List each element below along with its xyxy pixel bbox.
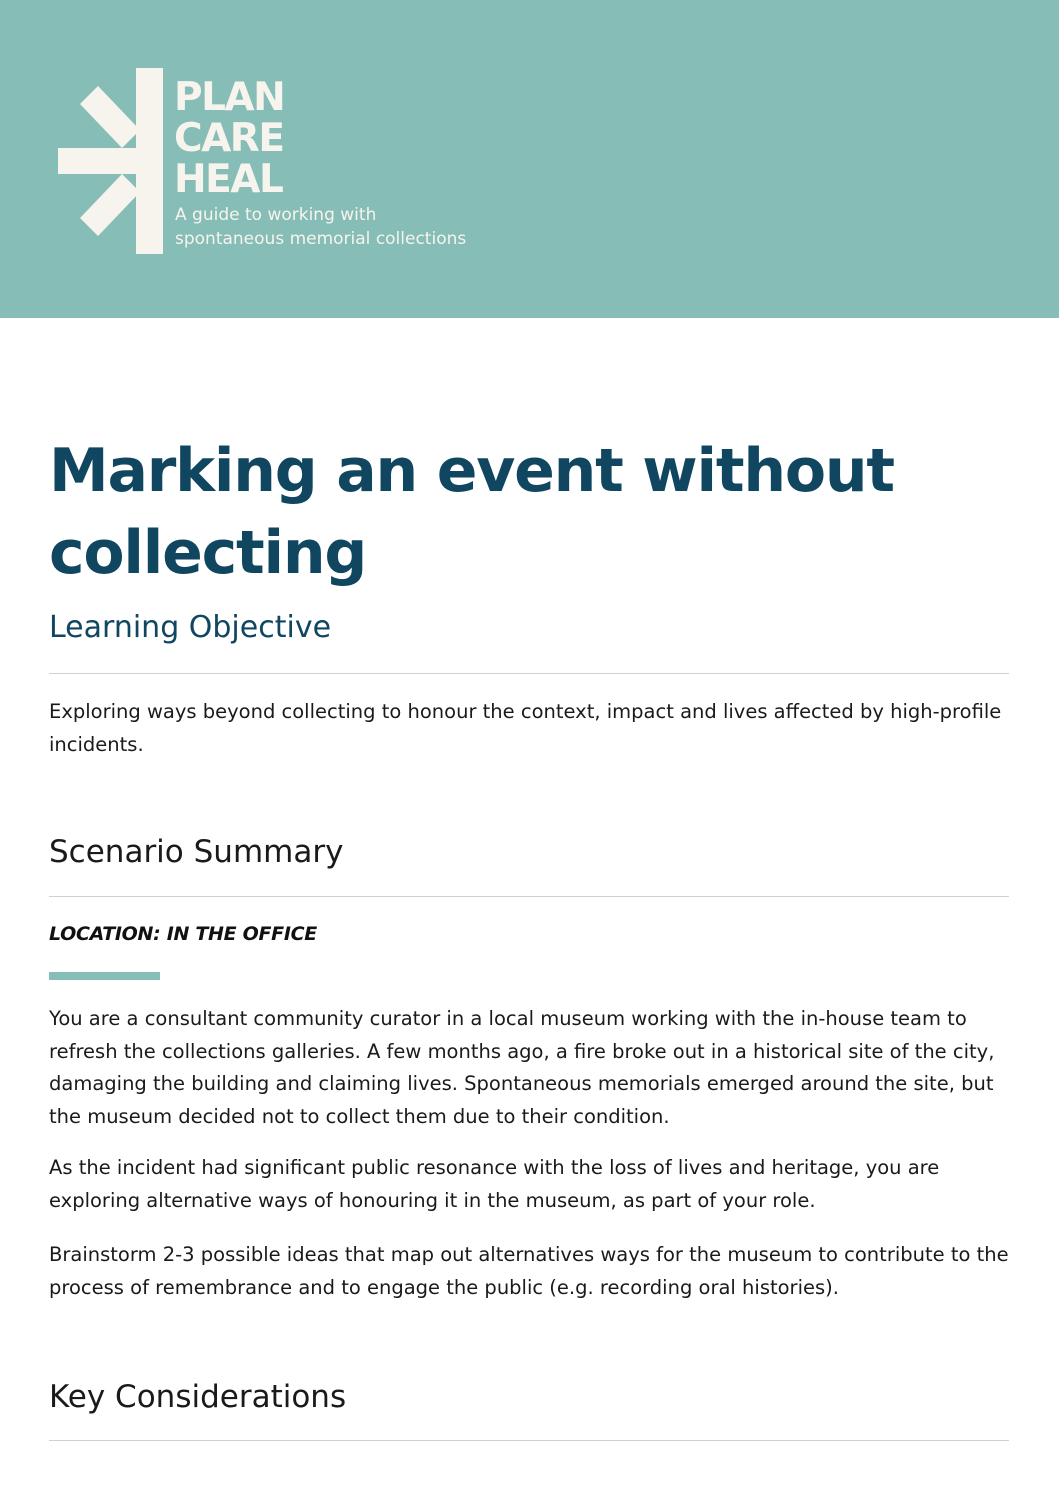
scenario-summary-heading: Scenario Summary [49,834,344,870]
title-line-1: Marking an event without [49,436,894,506]
page-title [49,430,1009,594]
accent-bar [49,972,160,980]
divider-rule [49,1440,1009,1441]
logo-tagline [175,203,466,251]
location-label: LOCATION: IN THE OFFICE [49,923,317,945]
key-considerations-heading: Key Considerations [49,1379,347,1415]
tagline-line-1: A guide to working with [175,205,377,225]
scenario-paragraph-3: Brainstorm 2-3 possible ideas that map out alternatives ways for the museum to contribute to the process of remembrance and to engage the public (e.g. recording oral histories). [49,1243,1009,1299]
scenario-paragraph-1: You are a consultant community curator in a local museum working with the in-house team to refresh the collections galleries. A few months ago, a fire broke out in a historical site of the city, damaging the building and claiming lives. Spontaneous memorials emerged around the site, but the museum decided not to collect them due to their condition. [49,1007,995,1128]
asterisk-arrow-logo-icon [58,68,168,254]
title-line-2: collecting [49,518,367,588]
learning-objective-heading: Learning Objective [49,610,332,645]
learning-objective-text: Exploring ways beyond collecting to honour the context, impact and lives affected by high-profile incidents. [49,700,1002,756]
logo-word-heal: HEAL [174,157,283,202]
scenario-paragraph-2: As the incident had significant public resonance with the loss of lives and heritage, you are exploring alternative ways of honouring it in the museum, as part of your role. [49,1156,940,1212]
logo-word-care: CARE [174,116,284,161]
tagline-line-2: spontaneous memorial collections [175,229,467,249]
divider-rule [49,896,1009,897]
divider-rule [49,673,1009,674]
logo-word-plan: PLAN [174,75,285,120]
header-banner [0,0,1059,318]
